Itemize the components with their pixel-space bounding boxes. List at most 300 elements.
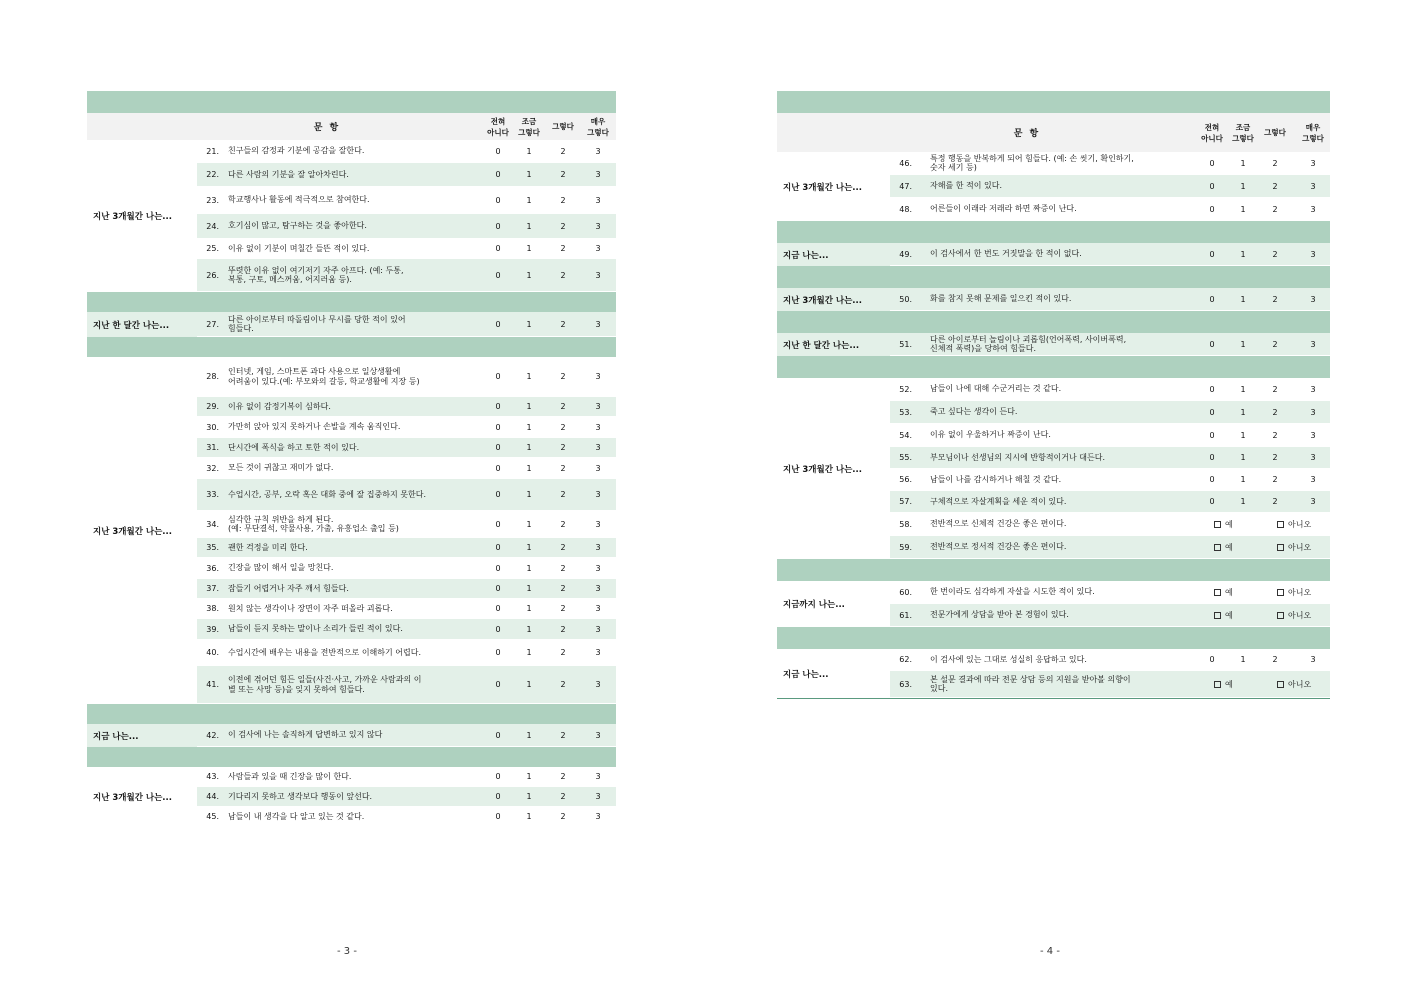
question-text: 모든 것이 귀찮고 재미가 없다.	[228, 463, 334, 473]
answer-option-3[interactable]: 3	[595, 490, 601, 499]
header-scale-0: 전혀 아니다	[1201, 122, 1223, 143]
answer-option-3[interactable]: 3	[1310, 497, 1316, 506]
question-text: 남들이 나를 감시하거나 해칠 것 같다.	[930, 474, 1062, 484]
question-number: 48.	[899, 204, 912, 214]
question-row	[197, 417, 616, 438]
answer-option-3[interactable]: 3	[595, 372, 601, 381]
question-row	[890, 581, 1330, 604]
question-text: 자해를 한 적이 있다.	[930, 181, 1002, 191]
answer-option-3[interactable]: 3	[595, 792, 601, 801]
question-text: 이 검사에 나는 솔직하게 답변하고 있지 않다	[228, 730, 383, 740]
checkbox-icon[interactable]	[1277, 681, 1284, 688]
answer-option-1[interactable]: 1	[526, 195, 532, 205]
section-label: 지난 3개월간 나는...	[87, 767, 197, 827]
header-band	[87, 91, 616, 113]
answer-option-0[interactable]: 0	[1209, 249, 1215, 259]
section-rows	[890, 378, 1330, 559]
answer-option-0[interactable]: 0	[495, 792, 501, 801]
header-scale-0: 전혀 아니다	[487, 116, 509, 137]
header-scale-1: 조금 그렇다	[1232, 122, 1254, 143]
answer-option-0[interactable]: 0	[495, 519, 501, 529]
question-row	[197, 479, 616, 511]
answer-option-0[interactable]: 0	[495, 244, 501, 253]
answer-option-2[interactable]: 2	[560, 812, 566, 821]
answer-option-3[interactable]: 3	[1310, 475, 1316, 484]
question-text: 호기심이 많고, 탐구하는 것을 좋아한다.	[228, 221, 367, 231]
answer-option-2[interactable]: 2	[560, 422, 566, 432]
answer-option-1[interactable]: 1	[1240, 181, 1246, 191]
answer-option-0[interactable]: 0	[495, 584, 501, 593]
question-row	[890, 447, 1330, 469]
answer-option-3[interactable]: 3	[595, 730, 601, 740]
answer-option-0[interactable]: 0	[1209, 430, 1215, 440]
answer-option-3[interactable]: 3	[595, 270, 601, 280]
question-row	[197, 579, 616, 599]
answer-option-0[interactable]: 0	[495, 221, 501, 231]
no-label: 아니오	[1288, 587, 1312, 597]
answer-option-1[interactable]: 1	[1240, 407, 1246, 417]
answer-option-3[interactable]: 3	[595, 519, 601, 529]
question-number: 23.	[206, 195, 219, 205]
section-rows	[197, 767, 616, 827]
no-label: 아니오	[1288, 610, 1312, 620]
checkbox-icon[interactable]	[1277, 612, 1284, 619]
answer-option-3[interactable]: 3	[595, 422, 601, 432]
question-row	[890, 243, 1330, 266]
answer-option-0[interactable]: 0	[495, 680, 501, 689]
answer-option-2[interactable]: 2	[1272, 384, 1278, 394]
section-block	[87, 140, 616, 292]
question-number: 25.	[206, 244, 219, 253]
answer-option-0[interactable]: 0	[495, 812, 501, 821]
answer-option-2[interactable]: 2	[1272, 475, 1278, 484]
question-text: 남들이 나에 대해 수군거리는 것 같다.	[930, 384, 1062, 394]
answer-option-3[interactable]: 3	[595, 680, 601, 689]
answer-option-2[interactable]: 2	[1272, 430, 1278, 440]
section-rows	[890, 288, 1330, 311]
answer-option-2[interactable]: 2	[560, 730, 566, 740]
answer-option-0[interactable]: 0	[1209, 497, 1215, 506]
answer-option-1[interactable]: 1	[526, 319, 532, 329]
checkbox-icon[interactable]	[1214, 589, 1221, 596]
section-label: 지금 나는...	[777, 243, 890, 266]
question-row	[197, 666, 616, 704]
question-number: 35.	[206, 543, 219, 552]
question-row	[890, 469, 1330, 491]
answer-option-1[interactable]: 1	[1240, 384, 1246, 394]
answer-no[interactable]	[1277, 513, 1311, 535]
question-number: 54.	[899, 430, 912, 440]
answer-option-3[interactable]: 3	[1310, 204, 1316, 214]
question-row	[197, 163, 616, 187]
question-number: 63.	[899, 679, 912, 689]
answer-option-3[interactable]: 3	[595, 463, 601, 473]
section-label: 지난 한 달간 나는...	[777, 333, 890, 356]
answer-option-0[interactable]: 0	[495, 648, 501, 657]
section-label: 지금 나는...	[777, 649, 890, 698]
question-row	[890, 378, 1330, 401]
answer-option-0[interactable]: 0	[1209, 294, 1215, 304]
answer-option-1[interactable]: 1	[1240, 294, 1246, 304]
section-label: 지난 3개월간 나는...	[777, 152, 890, 221]
answer-option-2[interactable]: 2	[560, 402, 566, 411]
section-block	[777, 243, 1330, 266]
checkbox-icon[interactable]	[1277, 521, 1284, 528]
yes-label: 예	[1225, 610, 1233, 620]
question-number: 30.	[206, 422, 219, 432]
answer-option-3[interactable]: 3	[595, 772, 601, 781]
answer-option-1[interactable]: 1	[1240, 430, 1246, 440]
yes-label: 예	[1225, 587, 1233, 597]
question-text: 다른 사람의 기분을 잘 알아차린다.	[228, 169, 349, 179]
question-text: 다른 아이로부터 따돌림이나 무시를 당한 적이 있어 힘들다.	[228, 314, 406, 333]
answer-option-1[interactable]: 1	[526, 543, 532, 552]
answer-option-3[interactable]: 3	[1310, 430, 1316, 440]
answer-option-3[interactable]: 3	[1310, 655, 1316, 664]
answer-option-0[interactable]: 0	[1209, 158, 1215, 168]
question-number: 50.	[899, 294, 912, 304]
answer-option-1[interactable]: 1	[526, 648, 532, 657]
answer-option-3[interactable]: 3	[1310, 384, 1316, 394]
answer-option-0[interactable]: 0	[495, 372, 501, 381]
question-row	[197, 312, 616, 337]
answer-option-1[interactable]: 1	[526, 221, 532, 231]
question-number: 45.	[206, 812, 219, 821]
header-scale-3: 매우 그렇다	[1302, 122, 1324, 143]
section-label: 지금 나는...	[87, 724, 197, 747]
question-text: 죽고 싶다는 생각이 든다.	[930, 407, 1018, 417]
question-row	[197, 724, 616, 747]
answer-option-0[interactable]: 0	[495, 170, 501, 179]
question-row	[197, 438, 616, 458]
question-text: 이 검사에서 한 번도 거짓말을 한 적이 없다.	[930, 249, 1082, 259]
question-number: 56.	[899, 475, 912, 484]
question-number: 21.	[206, 146, 219, 156]
answer-option-0[interactable]: 0	[1209, 339, 1215, 349]
answer-yes[interactable]	[1214, 671, 1233, 697]
answer-option-1[interactable]: 1	[526, 443, 532, 452]
section-separator	[777, 221, 1330, 243]
question-text: 학교행사나 활동에 적극적으로 참여한다.	[228, 195, 370, 205]
answer-option-0[interactable]: 0	[495, 490, 501, 499]
answer-option-0[interactable]: 0	[495, 730, 501, 740]
answer-option-1[interactable]: 1	[526, 422, 532, 432]
question-row	[197, 558, 616, 579]
page-3-questionnaire	[87, 91, 616, 827]
question-number: 32.	[206, 463, 219, 473]
question-number: 27.	[206, 319, 219, 329]
section-rows	[890, 152, 1330, 221]
question-row	[197, 140, 616, 163]
answer-option-0[interactable]: 0	[495, 270, 501, 280]
answer-option-2[interactable]: 2	[560, 584, 566, 593]
question-number: 47.	[899, 181, 912, 191]
answer-option-0[interactable]: 0	[495, 422, 501, 432]
answer-option-1[interactable]: 1	[1240, 158, 1246, 168]
answer-option-1[interactable]: 1	[526, 270, 532, 280]
question-text: 친구들의 감정과 기분에 공감을 잘한다.	[228, 146, 365, 156]
answer-option-1[interactable]: 1	[526, 792, 532, 801]
answer-option-0[interactable]: 0	[1209, 181, 1215, 191]
answer-option-1[interactable]: 1	[1240, 475, 1246, 484]
answer-option-2[interactable]: 2	[1272, 204, 1278, 214]
answer-option-3[interactable]: 3	[595, 812, 601, 821]
question-number: 40.	[206, 648, 219, 657]
answer-option-0[interactable]: 0	[495, 443, 501, 452]
answer-option-2[interactable]: 2	[560, 604, 566, 613]
question-row	[197, 538, 616, 558]
answer-option-3[interactable]: 3	[1310, 249, 1316, 259]
section-separator	[87, 292, 616, 312]
answer-option-3[interactable]: 3	[595, 624, 601, 634]
question-number: 41.	[206, 680, 219, 689]
section-label: 지난 한 달간 나는...	[87, 312, 197, 337]
answer-option-0[interactable]: 0	[1209, 384, 1215, 394]
answer-option-2[interactable]: 2	[560, 772, 566, 781]
answer-option-2[interactable]: 2	[1272, 655, 1278, 664]
answer-option-3[interactable]: 3	[595, 195, 601, 205]
answer-option-1[interactable]: 1	[526, 244, 532, 253]
question-text: 남들이 듣지 못하는 말이나 소리가 들린 적이 있다.	[228, 624, 403, 634]
answer-no[interactable]	[1277, 536, 1311, 558]
answer-option-0[interactable]: 0	[495, 319, 501, 329]
answer-option-1[interactable]: 1	[526, 584, 532, 593]
section-separator	[87, 337, 616, 357]
section-block	[777, 581, 1330, 627]
section-label: 지금까지 나는...	[777, 581, 890, 627]
answer-option-2[interactable]: 2	[560, 792, 566, 801]
header-item: 문 항	[1013, 129, 1041, 139]
answer-option-0[interactable]: 0	[495, 543, 501, 552]
answer-option-1[interactable]: 1	[1240, 339, 1246, 349]
answer-option-3[interactable]: 3	[1310, 453, 1316, 462]
answer-option-3[interactable]: 3	[595, 443, 601, 452]
answer-option-1[interactable]: 1	[526, 772, 532, 781]
question-text: 전문가에게 상담을 받아 본 경험이 있다.	[930, 610, 1069, 620]
question-text: 인터넷, 게임, 스마트폰 과다 사용으로 일상생활에 어려움이 있다.(예: 부모와의 갈등, 학교생활에 지장 등)	[228, 367, 420, 386]
answer-option-2[interactable]: 2	[560, 195, 566, 205]
answer-option-2[interactable]: 2	[560, 270, 566, 280]
answer-option-3[interactable]: 3	[595, 402, 601, 411]
page-number-left: - 3 -	[337, 946, 357, 957]
answer-option-2[interactable]: 2	[560, 543, 566, 552]
question-row	[197, 214, 616, 239]
answer-option-0[interactable]: 0	[495, 604, 501, 613]
section-rows	[890, 243, 1330, 266]
answer-option-3[interactable]: 3	[595, 543, 601, 552]
answer-option-2[interactable]: 2	[560, 319, 566, 329]
question-number: 58.	[899, 519, 912, 529]
answer-option-3[interactable]: 3	[1310, 407, 1316, 417]
section-block	[87, 767, 616, 827]
answer-option-0[interactable]: 0	[495, 463, 501, 473]
answer-yes[interactable]	[1214, 604, 1233, 626]
answer-option-2[interactable]: 2	[1272, 181, 1278, 191]
section-rows	[197, 140, 616, 292]
header-item: 문 항	[313, 123, 341, 133]
answer-option-1[interactable]: 1	[526, 563, 532, 573]
question-text: 긴장을 많이 해서 일을 망친다.	[228, 563, 334, 573]
checkbox-icon[interactable]	[1214, 544, 1221, 551]
answer-option-2[interactable]: 2	[560, 146, 566, 156]
answer-option-1[interactable]: 1	[526, 372, 532, 381]
answer-option-2[interactable]: 2	[560, 443, 566, 452]
answer-option-3[interactable]: 3	[1310, 339, 1316, 349]
question-text: 이전에 겪어던 힘든 일들(사건·사고, 가까운 사람과의 이 별 또는 사망 등)을 잊지 못하여 힘들다.	[228, 675, 422, 694]
question-row	[890, 536, 1330, 559]
checkbox-icon[interactable]	[1214, 681, 1221, 688]
answer-option-0[interactable]: 0	[495, 402, 501, 411]
question-row	[890, 152, 1330, 175]
question-number: 31.	[206, 443, 219, 452]
answer-option-0[interactable]: 0	[1209, 475, 1215, 484]
question-text: 수업시간에 배우는 내용을 전반적으로 이해하기 어렵다.	[228, 647, 421, 657]
section-separator	[87, 747, 616, 767]
answer-option-2[interactable]: 2	[560, 170, 566, 179]
header-band	[777, 91, 1330, 113]
answer-option-3[interactable]: 3	[1310, 158, 1316, 168]
question-number: 57.	[899, 497, 912, 506]
header-scale-3: 매우 그렇다	[587, 116, 609, 137]
answer-option-2[interactable]: 2	[560, 490, 566, 499]
question-text: 수업시간, 공부, 오락 혹은 대화 중에 잘 집중하지 못한다.	[228, 489, 426, 499]
question-text: 화를 참지 못해 문제를 일으킨 적이 있다.	[930, 294, 1072, 304]
question-number: 60.	[899, 587, 912, 597]
section-rows	[197, 357, 616, 704]
header-scale-2: 그렇다	[1264, 128, 1286, 137]
question-number: 43.	[206, 772, 219, 781]
answer-option-1[interactable]: 1	[526, 812, 532, 821]
question-text: 이 검사에 있는 그대로 성실히 응답하고 있다.	[930, 654, 1087, 664]
question-text: 원치 않는 생각이나 장면이 자주 떠올라 괴롭다.	[228, 603, 393, 613]
section-rows	[890, 649, 1330, 698]
question-number: 34.	[206, 519, 219, 529]
answer-option-1[interactable]: 1	[526, 680, 532, 689]
question-text: 기다리지 못하고 생각보다 행동이 앞선다.	[228, 791, 373, 801]
answer-option-2[interactable]: 2	[560, 648, 566, 657]
answer-option-1[interactable]: 1	[526, 604, 532, 613]
answer-option-1[interactable]: 1	[1240, 204, 1246, 214]
no-label: 아니오	[1288, 519, 1312, 529]
answer-option-3[interactable]: 3	[595, 244, 601, 253]
answer-option-0[interactable]: 0	[495, 624, 501, 634]
answer-option-3[interactable]: 3	[595, 648, 601, 657]
answer-option-2[interactable]: 2	[560, 221, 566, 231]
answer-option-1[interactable]: 1	[1240, 655, 1246, 664]
answer-option-3[interactable]: 3	[1310, 181, 1316, 191]
answer-option-3[interactable]: 3	[595, 146, 601, 156]
answer-option-1[interactable]: 1	[1240, 453, 1246, 462]
section-block	[87, 312, 616, 337]
section-block	[87, 724, 616, 747]
question-number: 24.	[206, 221, 219, 231]
answer-option-3[interactable]: 3	[595, 221, 601, 231]
answer-yes[interactable]	[1214, 581, 1233, 603]
answer-option-2[interactable]: 2	[560, 463, 566, 473]
answer-option-2[interactable]: 2	[560, 680, 566, 689]
section-separator	[777, 356, 1330, 378]
answer-option-1[interactable]: 1	[526, 170, 532, 179]
question-text: 어른들이 이래라 저래라 하면 짜증이 난다.	[930, 204, 1077, 214]
answer-option-3[interactable]: 3	[595, 604, 601, 613]
answer-option-1[interactable]: 1	[526, 463, 532, 473]
answer-option-3[interactable]: 3	[595, 319, 601, 329]
answer-option-0[interactable]: 0	[1209, 453, 1215, 462]
section-block	[777, 288, 1330, 311]
checkbox-icon[interactable]	[1214, 521, 1221, 528]
question-row	[890, 198, 1330, 221]
answer-option-3[interactable]: 3	[595, 170, 601, 179]
question-number: 36.	[206, 563, 219, 573]
answer-option-1[interactable]: 1	[526, 402, 532, 411]
question-row	[890, 513, 1330, 536]
answer-option-2[interactable]: 2	[1272, 497, 1278, 506]
answer-option-2[interactable]: 2	[1272, 294, 1278, 304]
answer-option-1[interactable]: 1	[1240, 497, 1246, 506]
question-number: 51.	[899, 339, 912, 349]
answer-no[interactable]	[1277, 581, 1311, 603]
answer-option-1[interactable]: 1	[526, 730, 532, 740]
answer-option-0[interactable]: 0	[1209, 204, 1215, 214]
answer-option-2[interactable]: 2	[560, 563, 566, 573]
question-text: 괜한 걱정을 미리 한다.	[228, 542, 308, 552]
section-rows	[890, 581, 1330, 627]
answer-option-2[interactable]: 2	[1272, 249, 1278, 259]
answer-option-3[interactable]: 3	[595, 563, 601, 573]
section-rows	[197, 724, 616, 747]
answer-option-0[interactable]: 0	[495, 195, 501, 205]
answer-option-2[interactable]: 2	[1272, 158, 1278, 168]
answer-option-0[interactable]: 0	[1209, 655, 1215, 664]
answer-option-2[interactable]: 2	[1272, 453, 1278, 462]
answer-option-2[interactable]: 2	[1272, 407, 1278, 417]
question-number: 26.	[206, 270, 219, 280]
answer-option-2[interactable]: 2	[560, 624, 566, 634]
answer-option-0[interactable]: 0	[1209, 407, 1215, 417]
answer-option-3[interactable]: 3	[1310, 294, 1316, 304]
section-block	[777, 649, 1330, 699]
answer-no[interactable]	[1277, 671, 1311, 697]
checkbox-icon[interactable]	[1277, 544, 1284, 551]
section-separator	[777, 311, 1330, 333]
answer-no[interactable]	[1277, 604, 1311, 626]
question-number: 55.	[899, 453, 912, 462]
question-row	[197, 187, 616, 214]
question-row	[197, 259, 616, 292]
question-row	[890, 604, 1330, 627]
question-row	[197, 458, 616, 479]
answer-option-2[interactable]: 2	[560, 244, 566, 253]
question-row	[890, 671, 1330, 698]
answer-option-0[interactable]: 0	[495, 772, 501, 781]
answer-option-0[interactable]: 0	[495, 146, 501, 156]
answer-option-2[interactable]: 2	[560, 519, 566, 529]
checkbox-icon[interactable]	[1277, 589, 1284, 596]
answer-option-0[interactable]: 0	[495, 563, 501, 573]
answer-yes[interactable]	[1214, 536, 1233, 558]
question-text: 심각한 규칙 위반을 하게 된다. (예: 무단결석, 약물사용, 가출, 유흥업소 출입 등)	[228, 514, 399, 533]
answer-yes[interactable]	[1214, 513, 1233, 535]
answer-option-1[interactable]: 1	[526, 146, 532, 156]
answer-option-2[interactable]: 2	[1272, 339, 1278, 349]
checkbox-icon[interactable]	[1214, 612, 1221, 619]
answer-option-1[interactable]: 1	[526, 624, 532, 634]
answer-option-1[interactable]: 1	[526, 490, 532, 499]
answer-option-1[interactable]: 1	[1240, 249, 1246, 259]
answer-option-1[interactable]: 1	[526, 519, 532, 529]
answer-option-2[interactable]: 2	[560, 372, 566, 381]
answer-option-3[interactable]: 3	[595, 584, 601, 593]
